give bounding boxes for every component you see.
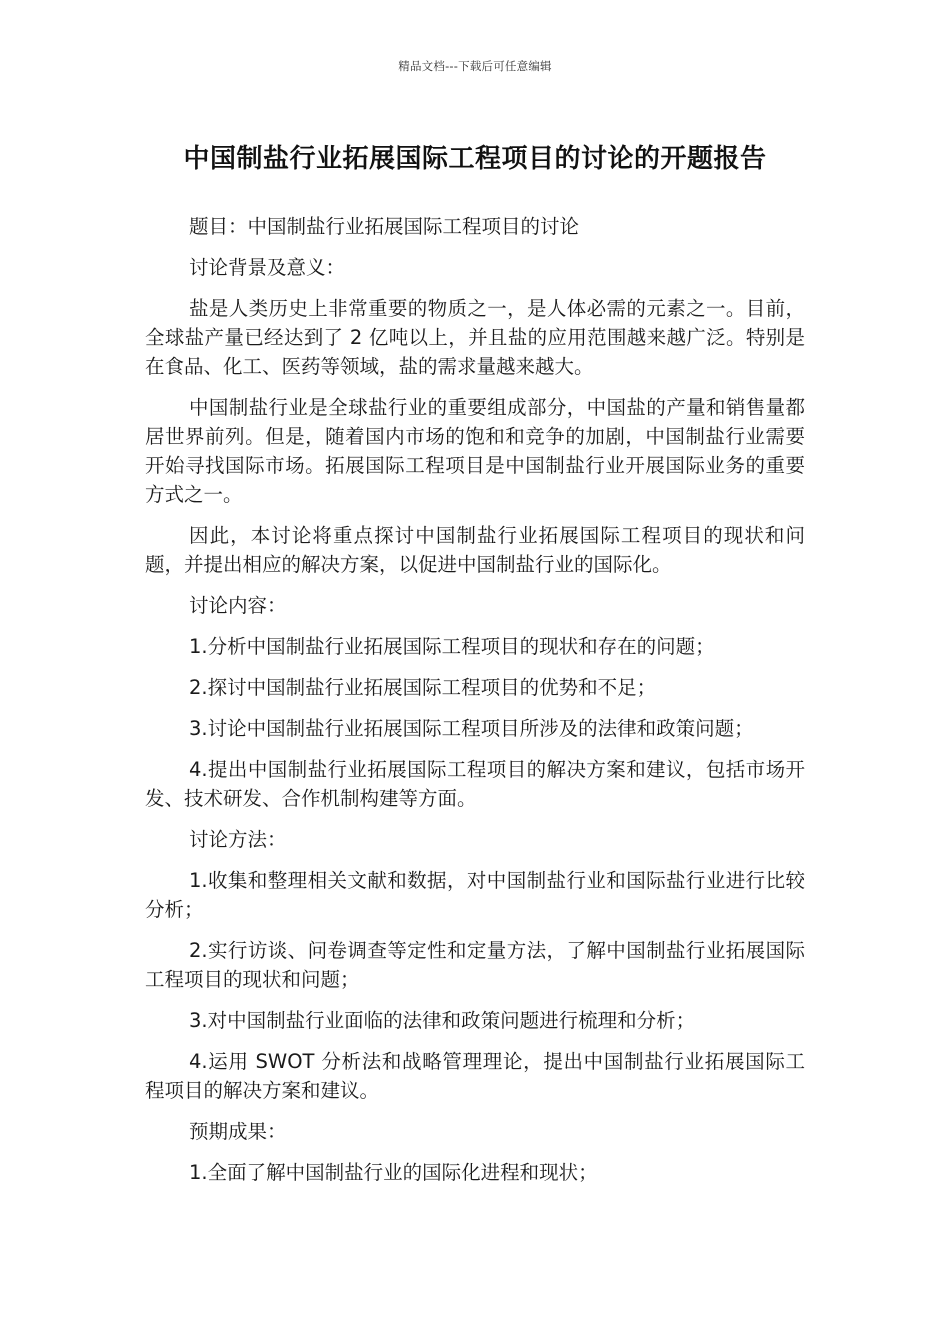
list-item-method-4: 4.运用 SWOT 分析法和战略管理理论，提出中国制盐行业拓展国际工程项目的解决方案和建议。 [145,1050,805,1102]
document-body [145,212,805,1199]
paragraph-topic: 题目：中国制盐行业拓展国际工程项目的讨论 [189,215,580,238]
list-item-content-2: 2.探讨中国制盐行业拓展国际工程项目的优势和不足； [189,676,657,699]
list-item-outcome-1: 1.全面了解中国制盐行业的国际化进程和现状； [189,1161,598,1184]
paragraph-background-3: 因此，本讨论将重点探讨中国制盐行业拓展国际工程项目的现状和问题，并提出相应的解决方案，以促进中国制盐行业的国际化。 [145,524,805,576]
heading-background: 讨论背景及意义： [189,256,346,279]
list-item-method-1: 1.收集和整理相关文献和数据，对中国制盐行业和国际盐行业进行比较分析； [145,869,805,921]
list-item-content-3: 3.讨论中国制盐行业拓展国际工程项目所涉及的法律和政策问题； [189,717,754,740]
heading-outcome: 预期成果： [189,1120,287,1143]
list-item-method-3: 3.对中国制盐行业面临的法律和政策问题进行梳理和分析； [189,1009,696,1032]
list-item-content-4: 4.提出中国制盐行业拓展国际工程项目的解决方案和建议，包括市场开发、技术研发、合作机制构建等方面。 [145,758,805,810]
document-title: 中国制盐行业拓展国际工程项目的讨论的开题报告 [183,144,767,174]
list-item-method-2: 2.实行访谈、问卷调查等定性和定量方法，了解中国制盐行业拓展国际工程项目的现状和问题； [145,939,805,991]
header-note: 精品文档---下载后可任意编辑 [398,59,552,73]
paragraph-background-1: 盐是人类历史上非常重要的物质之一，是人体必需的元素之一。目前，全球盐产量已经达到了 2 亿吨以上，并且盐的应用范围越来越广泛。特别是在食品、化工、医药等领域，盐的需求量越来越大。 [145,297,805,378]
heading-method: 讨论方法： [189,828,287,851]
heading-content: 讨论内容： [189,594,287,617]
paragraph-background-2: 中国制盐行业是全球盐行业的重要组成部分，中国盐的产量和销售量都居世界前列。但是，随着国内市场的饱和和竞争的加剧，中国制盐行业需要开始寻找国际市场。拓展国际工程项目是中国制盐行业开展国际业务的重要方式之一。 [145,396,805,506]
list-item-content-1: 1.分析中国制盐行业拓展国际工程项目的现状和存在的问题； [189,635,715,658]
